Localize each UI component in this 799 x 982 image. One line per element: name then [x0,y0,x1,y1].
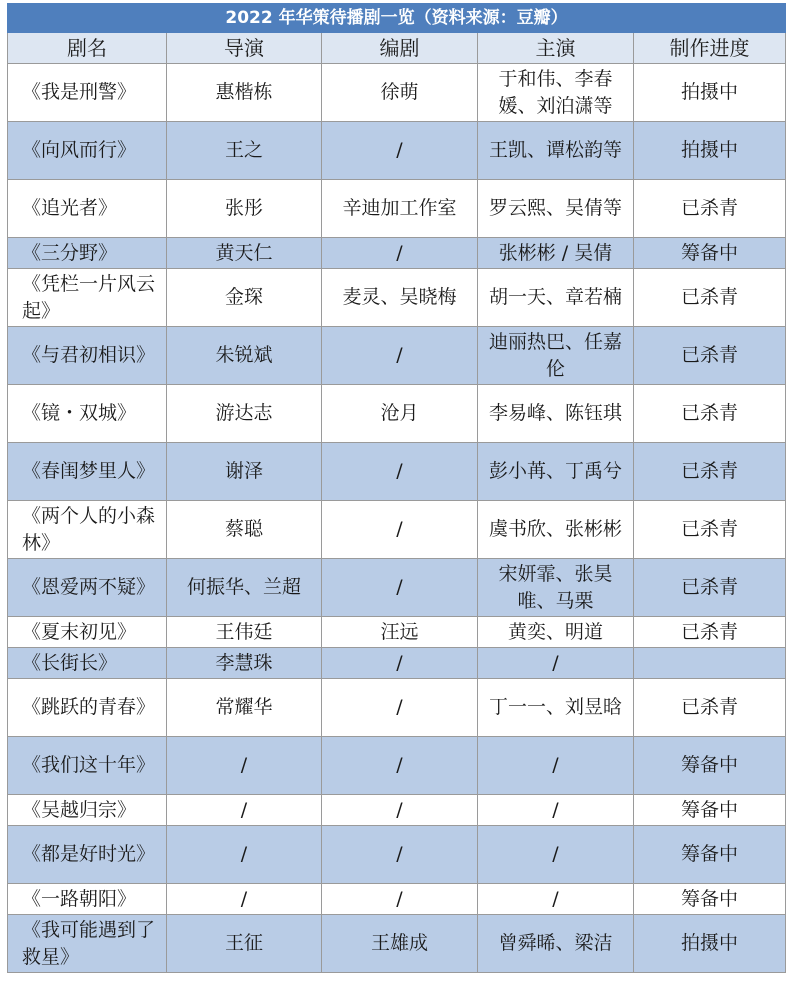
drama-table [7,3,786,973]
cell-writer: 麦灵、吴晓梅 [322,269,478,327]
cell-name: 《我是刑警》 [8,64,167,122]
cell-director: 蔡聪 [167,501,322,559]
cell-writer: / [322,238,478,269]
cell-name: 《跳跃的青春》 [8,679,167,737]
cell-cast: 宋妍霏、张昊唯、马栗 [478,559,634,617]
cell-writer: / [322,737,478,795]
cell-name: 《恩爱两不疑》 [8,559,167,617]
cell-director: 常耀华 [167,679,322,737]
table-row [8,884,786,915]
cell-status: 已杀青 [634,180,786,238]
cell-cast: / [478,826,634,884]
header-status: 制作进度 [634,33,786,64]
cell-writer: 王雄成 [322,915,478,973]
cell-writer: / [322,122,478,180]
cell-name: 《追光者》 [8,180,167,238]
cell-cast: 黄奕、明道 [478,617,634,648]
table-row [8,385,786,443]
table-row [8,501,786,559]
cell-name: 《夏末初见》 [8,617,167,648]
cell-director: 李慧珠 [167,648,322,679]
cell-cast: 彭小苒、丁禹兮 [478,443,634,501]
cell-cast: / [478,884,634,915]
cell-status: 拍摄中 [634,122,786,180]
header-cast: 主演 [478,33,634,64]
table-row [8,915,786,973]
table-row [8,238,786,269]
cell-status: 已杀青 [634,559,786,617]
cell-writer: / [322,443,478,501]
cell-cast: 罗云熙、吴倩等 [478,180,634,238]
cell-writer: 徐萌 [322,64,478,122]
cell-cast: 虞书欣、张彬彬 [478,501,634,559]
table-row [8,737,786,795]
cell-cast: 王凯、谭松韵等 [478,122,634,180]
table-row [8,327,786,385]
cell-writer: / [322,559,478,617]
cell-status: 已杀青 [634,385,786,443]
cell-status: 已杀青 [634,679,786,737]
cell-cast: 胡一天、章若楠 [478,269,634,327]
cell-name: 《长街长》 [8,648,167,679]
header-director: 导演 [167,33,322,64]
cell-cast: 张彬彬 / 吴倩 [478,238,634,269]
header-row [8,33,786,64]
cell-writer: 辛迪加工作室 [322,180,478,238]
table-row [8,64,786,122]
cell-director: 朱锐斌 [167,327,322,385]
table-row [8,559,786,617]
table-row [8,679,786,737]
table-row [8,826,786,884]
cell-writer: / [322,884,478,915]
cell-status: 筹备中 [634,795,786,826]
cell-cast: 丁一一、刘昱晗 [478,679,634,737]
cell-status: 已杀青 [634,327,786,385]
table-row [8,443,786,501]
table-row [8,617,786,648]
table-row [8,269,786,327]
cell-cast: / [478,737,634,795]
header-writer: 编剧 [322,33,478,64]
cell-director: 惠楷栋 [167,64,322,122]
cell-director: 王伟廷 [167,617,322,648]
cell-director: 王之 [167,122,322,180]
cell-name: 《都是好时光》 [8,826,167,884]
cell-writer: / [322,501,478,559]
cell-cast: / [478,648,634,679]
cell-director: 何振华、兰超 [167,559,322,617]
cell-name: 《三分野》 [8,238,167,269]
cell-status: 已杀青 [634,617,786,648]
drama-table-container [7,3,785,973]
table-row [8,795,786,826]
cell-cast: 迪丽热巴、任嘉伦 [478,327,634,385]
cell-director: 游达志 [167,385,322,443]
cell-director: / [167,884,322,915]
cell-cast: 李易峰、陈钰琪 [478,385,634,443]
table-row [8,648,786,679]
header-name: 剧名 [8,33,167,64]
cell-status: 已杀青 [634,501,786,559]
cell-director: / [167,737,322,795]
cell-status: 筹备中 [634,238,786,269]
table-row [8,122,786,180]
cell-name: 《两个人的小森林》 [8,501,167,559]
cell-cast: 于和伟、李春媛、刘泊潇等 [478,64,634,122]
cell-status: 筹备中 [634,737,786,795]
cell-status: 拍摄中 [634,64,786,122]
cell-director: 金琛 [167,269,322,327]
cell-name: 《镜・双城》 [8,385,167,443]
cell-name: 《我可能遇到了救星》 [8,915,167,973]
cell-writer: / [322,327,478,385]
cell-name: 《吴越归宗》 [8,795,167,826]
cell-status [634,648,786,679]
cell-writer: / [322,679,478,737]
cell-director: / [167,795,322,826]
cell-director: 王征 [167,915,322,973]
cell-status: 已杀青 [634,269,786,327]
cell-director: 张彤 [167,180,322,238]
cell-name: 《与君初相识》 [8,327,167,385]
cell-status: 筹备中 [634,884,786,915]
cell-status: 已杀青 [634,443,786,501]
cell-cast: 曾舜晞、梁洁 [478,915,634,973]
cell-director: 谢泽 [167,443,322,501]
cell-writer: 沧月 [322,385,478,443]
cell-status: 筹备中 [634,826,786,884]
cell-status: 拍摄中 [634,915,786,973]
cell-director: 黄天仁 [167,238,322,269]
cell-director: / [167,826,322,884]
cell-name: 《凭栏一片风云起》 [8,269,167,327]
table-row [8,180,786,238]
cell-name: 《向风而行》 [8,122,167,180]
cell-name: 《我们这十年》 [8,737,167,795]
table-title: 2022 年华策待播剧一览（资料来源：豆瓣） [8,4,786,33]
cell-writer: / [322,795,478,826]
cell-writer: / [322,826,478,884]
cell-cast: / [478,795,634,826]
cell-name: 《一路朝阳》 [8,884,167,915]
cell-writer: / [322,648,478,679]
cell-name: 《春闺梦里人》 [8,443,167,501]
cell-writer: 汪远 [322,617,478,648]
